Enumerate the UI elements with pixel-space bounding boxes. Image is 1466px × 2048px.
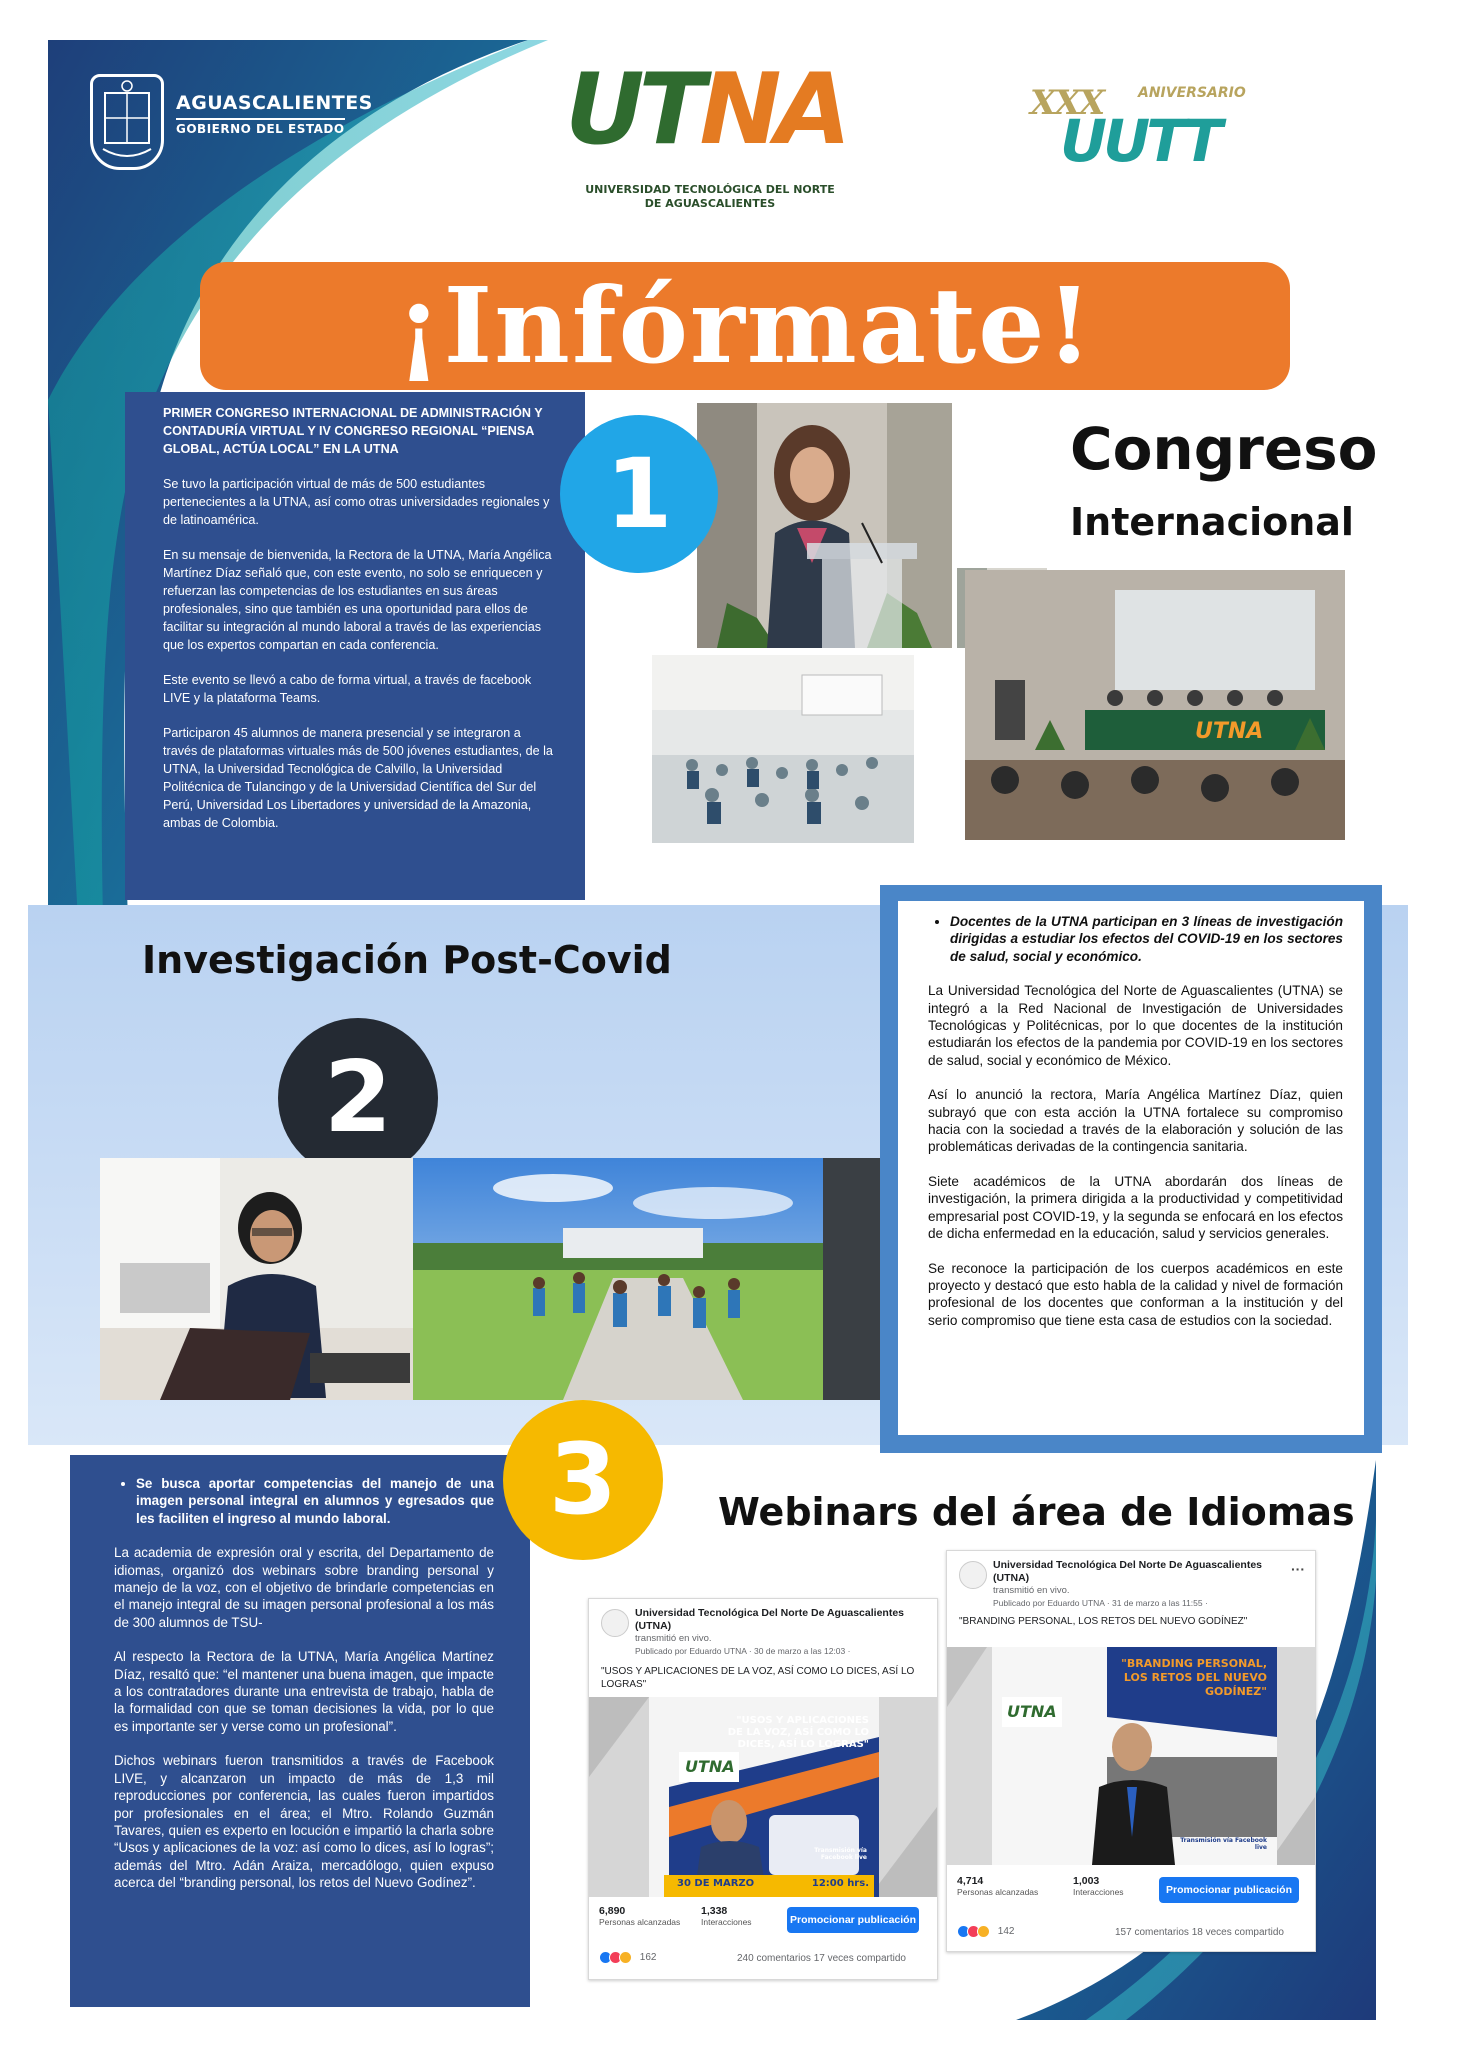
reactions-count: 142 [997,1926,1015,1938]
promo-date: 30 DE MARZO [677,1878,755,1889]
fb-post-subtitle: transmitió en vivo. [635,1633,712,1644]
gov-name: AGUASCALIENTES [176,92,373,114]
reactions[interactable] [957,1925,1014,1938]
interactions-count: 1,003 [1073,1875,1100,1887]
reactions[interactable] [599,1951,656,1964]
auditorium-panel-photo [965,570,1345,840]
reactions-count: 162 [639,1952,657,1964]
reach-label: Personas alcanzadas [599,1917,681,1927]
campus-students-photo [413,1158,883,1400]
investigacion-article [928,913,1343,1346]
fb-page-name[interactable]: Universidad Tecnológica Del Norte De Aguascalientes (UTNA) [635,1607,904,1632]
investigacion-text-panel [898,901,1364,1435]
informate-banner [200,262,1290,390]
promote-post-button[interactable]: Promocionar publicación [787,1907,919,1933]
wow-icon [977,1925,990,1938]
anniv-numeral: XXX [1030,83,1104,123]
more-options-icon[interactable]: ··· [1291,1561,1305,1577]
interactions-label: Interacciones [701,1917,752,1927]
fb-post-subtitle: transmitió en vivo. [993,1585,1070,1596]
congreso-article [163,404,558,849]
reach-count: 4,714 [957,1875,984,1887]
section-number-3: 3 [503,1400,663,1560]
svg-text:UTNA: UTNA [1007,1702,1057,1721]
gov-subtitle: GOBIERNO DEL ESTADO [176,118,345,136]
investigacion-paragraph: Siete académicos de la UTNA abordarán dos líneas de investigación, la primera dirigida a la productividad y competitividad empresarial post COVID-19, y la segunda se enfocará en los efectos de dicha enfermedad en la educación, salud y servicios generales. [928,1173,1343,1242]
investigacion-bullet: • Docentes de la UTNA participan en 3 líneas de investigación dirigidas a estudiar los efectos del COVID-19 en los sectores de salud, social y económico. [950,913,1343,965]
interactions-count: 1,338 [701,1905,728,1917]
banner-title: ¡Infórmate! [395,264,1095,387]
fb-post-meta: Publicado por Eduardo UTNA · 30 de marzo a las 12:03 · [635,1646,851,1656]
promo-live: Transmisión vía Facebook live [1180,1837,1267,1851]
webinars-paragraph: Al respecto la Rectora de la UTNA, María Angélica Martínez Díaz, resaltó que: “el mantener una buena imagen, que impacte a los contratadores durante una entrevista de trabajo, habla de la formalidad con que se toman decisiones la vida, por lo que es importante ser y verse como un profesional”. [114,1649,494,1734]
congreso-heading: PRIMER CONGRESO INTERNACIONAL DE ADMINISTRACIÓN Y CONTADURÍA VIRTUAL Y IV CONGRESO REGIONAL “PIENSA GLOBAL, ACTÚA LOCAL” EN LA UTNA [163,406,543,456]
fb-post-meta: Publicado por Eduardo UTNA · 31 de marzo a las 11:55 · [993,1598,1208,1608]
wow-icon [619,1951,632,1964]
comments-shares[interactable]: 157 comentarios 18 veces compartido [1115,1927,1284,1938]
fb-page-name[interactable]: Universidad Tecnológica Del Norte De Aguascalientes (UTNA) [993,1559,1262,1584]
webinars-bullet: • Se busca aportar competencias del manejo de una imagen personal integral en alumnos y egresados que les faciliten el ingreso al mundo laboral. [136,1475,494,1527]
utna-logo [560,55,860,215]
utna-fullname: UNIVERSIDAD TECNOLÓGICA DEL NORTE DE AGUASCALIENTES [585,183,835,210]
anniv-mark: UUTT [1060,107,1219,175]
fb-post-interactions [1073,1875,1124,1897]
congreso-paragraph: En su mensaje de bienvenida, la Rectora de la UTNA, María Angélica Martínez Díaz señaló que, con este evento, no solo se enriquecen y refuerzan las competencias de los estudiantes en sus áreas profesionales, sino que también es una oportunidad para ellos de facilitar su integración al mundo laboral a través de las experiencias que los expertos compartan en cada conferencia. [163,548,552,652]
anniv-word: ANIVERSARIO [1138,85,1246,101]
utna-wordmark: UTNA [565,53,846,167]
congreso-title: Congreso [1070,415,1378,483]
comments-shares[interactable]: 240 comentarios 17 veces compartido [737,1953,906,1964]
svg-text:UTNA: UTNA [685,1757,735,1776]
coat-of-arms-icon [90,74,164,170]
page-avatar[interactable] [959,1561,987,1589]
gobierno-aguascalientes-logo [90,74,373,174]
congreso-paragraph: Este evento se llevó a cabo de forma virtual, a través de facebook LIVE y la plataforma Teams. [163,673,532,705]
reach-count: 6,890 [599,1905,626,1917]
rectora-speaking-photo [697,403,952,648]
fb-post-caption: "BRANDING PERSONAL, LOS RETOS DEL NUEVO GODÍNEZ" [959,1616,1248,1627]
reach-label: Personas alcanzadas [957,1887,1039,1897]
congreso-paragraph: Se tuvo la participación virtual de más de 500 estudiantes pertenecientes a la UTNA, así como otras universidades regionales y de latinoamérica. [163,477,550,527]
svg-text:UTNA: UTNA [1195,719,1264,744]
webinars-paragraph: Dichos webinars fueron transmitidos a través de Facebook LIVE, y alcanzaron un impacto de más de 1,3 mil reproducciones por conferencia, las cuales fueron impartidos por profesionales en el área; el Mtro. Rolando Guzmán Tavares, quien es experto en locución e impartió la charla sobre “Usos y aplicaciones de la voz: así como lo dices, así lo logras”; además del Mtro. Adán Araiza, mercadólogo, quien expuso acerca del “branding personal, los retos del Nuevo Godínez”. [114,1753,494,1891]
fb-post-caption: "USOS Y APLICACIONES DE LA VOZ, ASÍ COMO LO DICES, ASÍ LO LOGRAS" [601,1666,915,1690]
section-number-2: 2 [278,1018,438,1178]
fb-post-stats [599,1905,680,1927]
facebook-post-voz [588,1598,938,1980]
fb-video-thumbnail[interactable] [589,1697,937,1897]
promo-live: Transmisión vía Facebook live [814,1847,867,1861]
investigacion-paragraph: Se reconoce la participación de los cuerpos académicos en este proyecto y destacó que esto habla de la calidad y nivel de formación profesional de los docentes que conforman a la institución y del serio compromiso que tiene esta casa de estudios con la sociedad. [928,1260,1343,1328]
webinars-text-box [70,1455,530,2007]
facebook-post-branding [946,1550,1316,1952]
xxx-aniversario-logo [1020,75,1280,175]
promo-title: "BRANDING PERSONAL, LOS RETOS DEL NUEVO GODÍNEZ" [1121,1657,1267,1698]
fb-video-thumbnail[interactable] [947,1647,1315,1865]
congreso-paragraph: Participaron 45 alumnos de manera presencial y se integraron a través de plataformas virtuales más de 500 jóvenes estudiantes, de la UTNA, la Universidad Tecnológica de Calvillo, la Universidad Politécnica de Tulancingo y de la Universidad Científica del Sur del Perú, Universidad Los Libertadores y universidad de la Amazonia, ambas de Colombia. [163,726,553,830]
investigacion-title: Investigación Post-Covid [142,938,672,982]
promo-title: "USOS Y APLICACIONES DE LA VOZ, ASÍ COMO LO DICES, ASÍ LO LOGRAS" [727,1715,869,1750]
webinars-title: Webinars del área de Idiomas [718,1490,1355,1534]
promote-post-button[interactable]: Promocionar publicación [1159,1877,1299,1903]
investigacion-paragraph: La Universidad Tecnológica del Norte de Aguascalientes (UTNA) se integró a la Red Nacional de Investigación de Universidades Tecnológicas y Politécnicas, por lo que docentes de la institución estudiarán los efectos de la pandemia por COVID-19 en los sectores de salud, social y económico de México. [928,983,1343,1068]
fb-post-stats [957,1875,1038,1897]
fb-post-interactions [701,1905,752,1927]
webinars-paragraph: La academia de expresión oral y escrita, del Departamento de idiomas, organizó dos webinars sobre branding personal y manejo de la voz, con el objetivo de brindarle competencias en el manejo integral de su imagen personal profesional a los más de 300 alumnos de TSU- [114,1545,494,1630]
investigacion-text-frame [880,885,1382,1453]
webinars-article [114,1475,494,1909]
interactions-label: Interacciones [1073,1887,1124,1897]
investigacion-paragraph: Así lo anunció la rectora, María Angélica Martínez Díaz, quien subrayó que con esta acción la UTNA fortalece su compromiso hacia con la sociedad a través de la elaboración y solución de las problemáticas derivadas de la contingencia sanitaria. [928,1087,1343,1155]
page-avatar[interactable] [601,1609,629,1637]
congreso-subtitle: Internacional [1070,500,1354,544]
docente-laptop-photo [100,1158,413,1400]
promo-time: 12:00 hrs. [811,1878,869,1889]
section-number-1: 1 [560,415,718,573]
auditorium-audience-photo [652,655,914,843]
congreso-text-box [125,392,585,900]
